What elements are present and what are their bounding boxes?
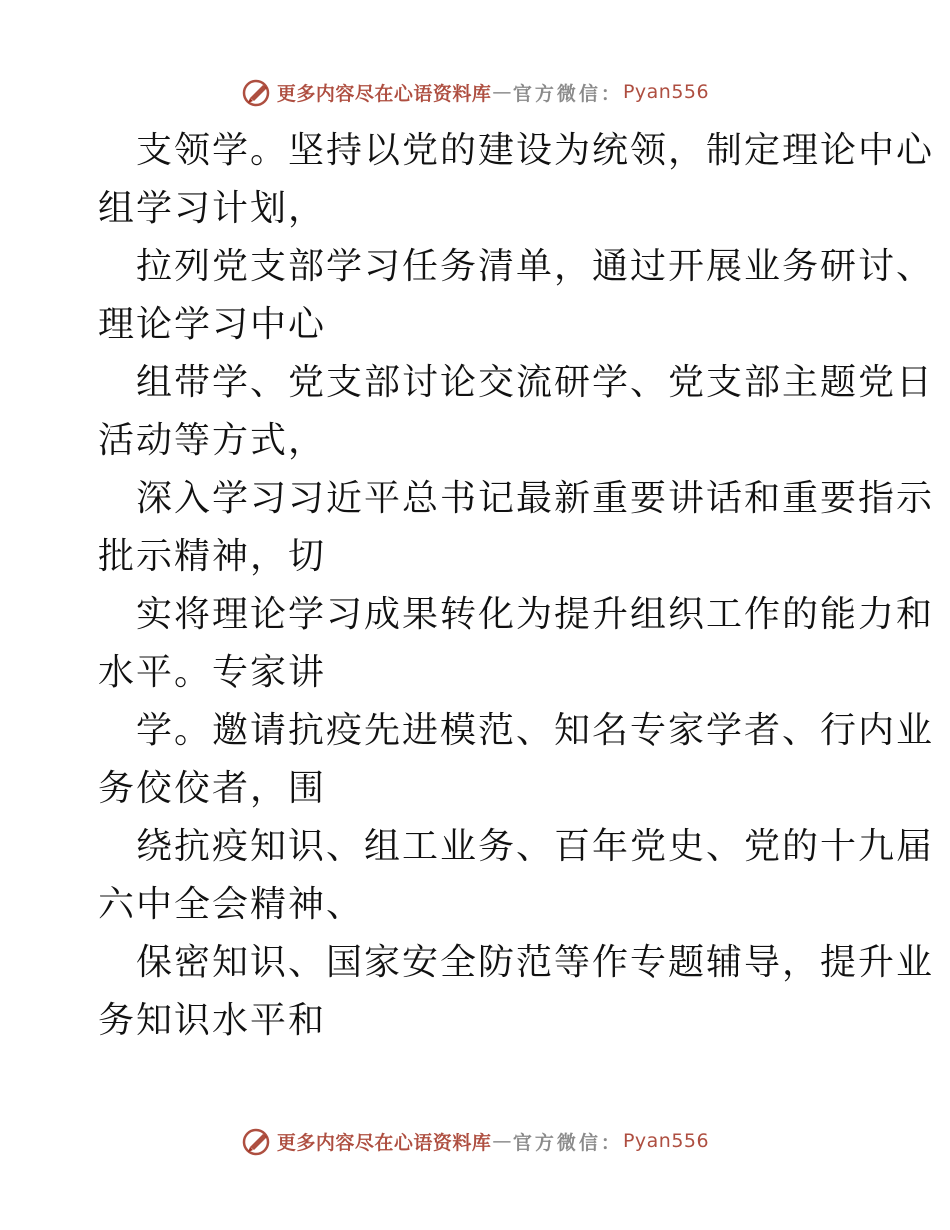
watermark-brand: 更多内容尽在心语资料库: [276, 1131, 492, 1154]
watermark-separator: —: [492, 81, 512, 103]
paragraph: [98, 818, 935, 934]
paragraph-line: 务知识水平和: [98, 1000, 327, 1041]
paragraph: [98, 354, 935, 470]
paragraph-line: 学。邀请抗疫先进模范、知名专家学者、行内业: [136, 710, 935, 751]
paragraph-line: 组带学、党支部讨论交流研学、党支部主题党日: [136, 362, 935, 403]
pen-logo-icon: [241, 76, 273, 108]
paragraph-line: 深入学习习近平总书记最新重要讲话和重要指示: [136, 478, 935, 519]
paragraph-line: 拉列党支部学习任务清单，通过开展业务研讨、: [136, 246, 935, 287]
pen-logo-icon: [241, 1125, 273, 1157]
watermark-wechat-id: Pyan556: [622, 81, 710, 103]
paragraph-line: 实将理论学习成果转化为提升组织工作的能力和: [136, 594, 935, 635]
watermark-separator: —: [492, 1130, 512, 1152]
watermark-official-label: 官方微信：: [512, 82, 623, 105]
paragraph-line: 保密知识、国家安全防范等作专题辅导，提升业: [136, 942, 935, 983]
paragraph-line: 务佼佼者，围: [98, 768, 327, 809]
paragraph: [98, 934, 935, 1050]
paragraph: [98, 238, 935, 354]
paragraph: [98, 122, 935, 238]
header-watermark: [0, 72, 950, 112]
paragraph-line: 批示精神，切: [98, 536, 327, 577]
watermark-brand: 更多内容尽在心语资料库: [276, 82, 492, 105]
paragraph-line: 活动等方式，: [98, 420, 327, 461]
footer-watermark: [0, 1121, 950, 1161]
paragraph-line: 水平。专家讲: [98, 652, 327, 693]
paragraph: [98, 470, 935, 586]
paragraph: [98, 586, 935, 702]
document-body: [98, 122, 935, 1050]
paragraph-line: 六中全会精神、: [98, 884, 365, 925]
paragraph-line: 组学习计划，: [98, 188, 327, 229]
watermark-wechat-id: Pyan556: [622, 1130, 710, 1152]
paragraph-line: 绕抗疫知识、组工业务、百年党史、党的十九届: [136, 826, 935, 867]
paragraph: [98, 702, 935, 818]
paragraph-line: 理论学习中心: [98, 304, 327, 345]
watermark-official-label: 官方微信：: [512, 1131, 623, 1154]
paragraph-line: 支领学。坚持以党的建设为统领，制定理论中心: [136, 130, 935, 171]
